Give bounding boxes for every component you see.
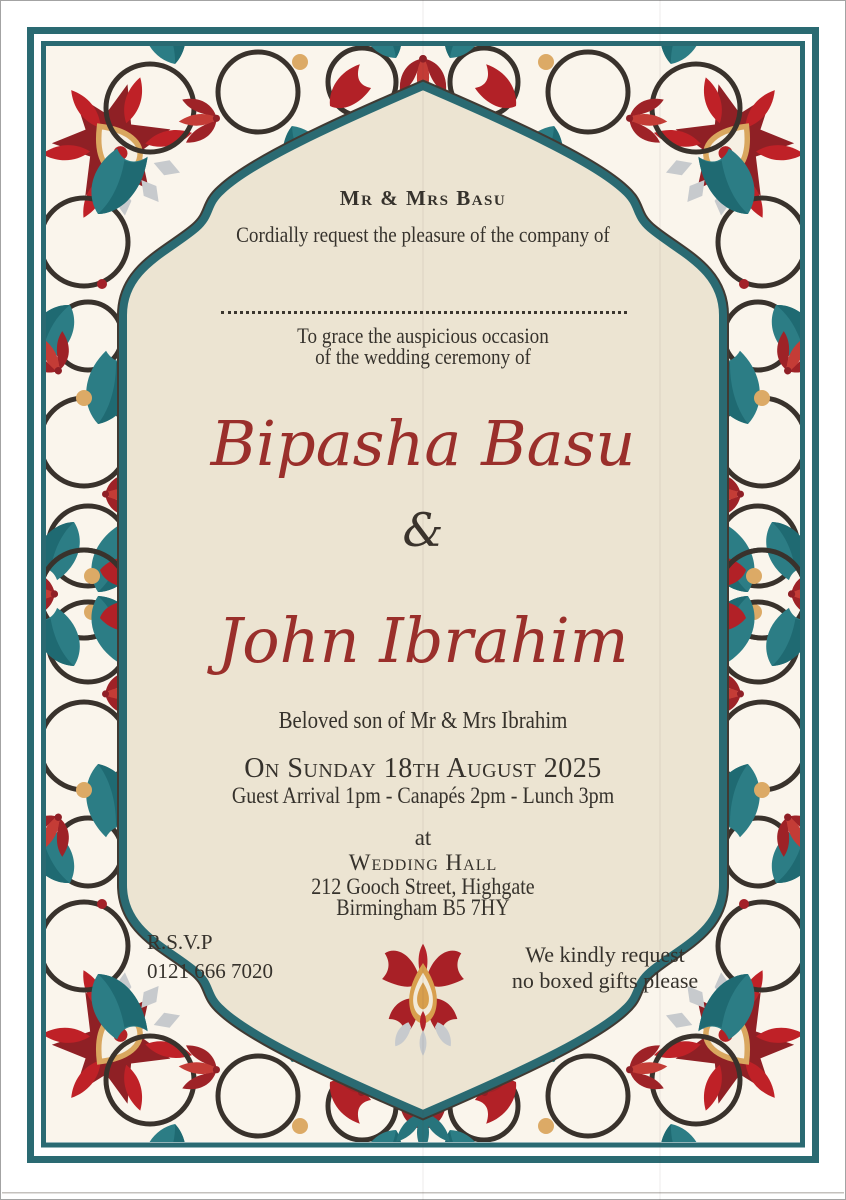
rsvp-phone: 0121 666 7020: [147, 959, 273, 983]
request-line: Cordially request the pleasure of the company of: [236, 222, 610, 247]
venue-street: 212 Gooch Street, Highgate: [311, 874, 535, 899]
fold-crease-right: [659, 0, 661, 1200]
gifts-note-line-2: no boxed gifts please: [511, 968, 699, 993]
gifts-note-line-1: We kindly request: [525, 942, 685, 967]
groom-name: John Ibrahim: [217, 604, 629, 677]
at-label: at: [414, 825, 432, 850]
bride-name: Bipasha Basu: [210, 407, 636, 480]
date-line: On Sunday 18th August 2025: [244, 753, 602, 784]
schedule-line: Guest Arrival 1pm - Canapés 2pm - Lunch 3pm: [231, 783, 615, 808]
rsvp-label: R.S.V.P: [147, 930, 213, 954]
venue-city: Birmingham B5 7HY: [336, 895, 510, 920]
occasion-line-1: To grace the auspicious occasion: [297, 323, 549, 348]
hosts-line: Mr & Mrs Basu: [339, 186, 507, 210]
venue-name: Wedding Hall: [348, 850, 498, 875]
groom-parents-line: Beloved son of Mr & Mrs Ibrahim: [278, 708, 568, 734]
fold-crease-center: [422, 0, 424, 1200]
dotted-separator: [221, 311, 627, 314]
occasion-line-2: of the wedding ceremony of: [315, 344, 531, 369]
ampersand: &: [402, 503, 444, 557]
